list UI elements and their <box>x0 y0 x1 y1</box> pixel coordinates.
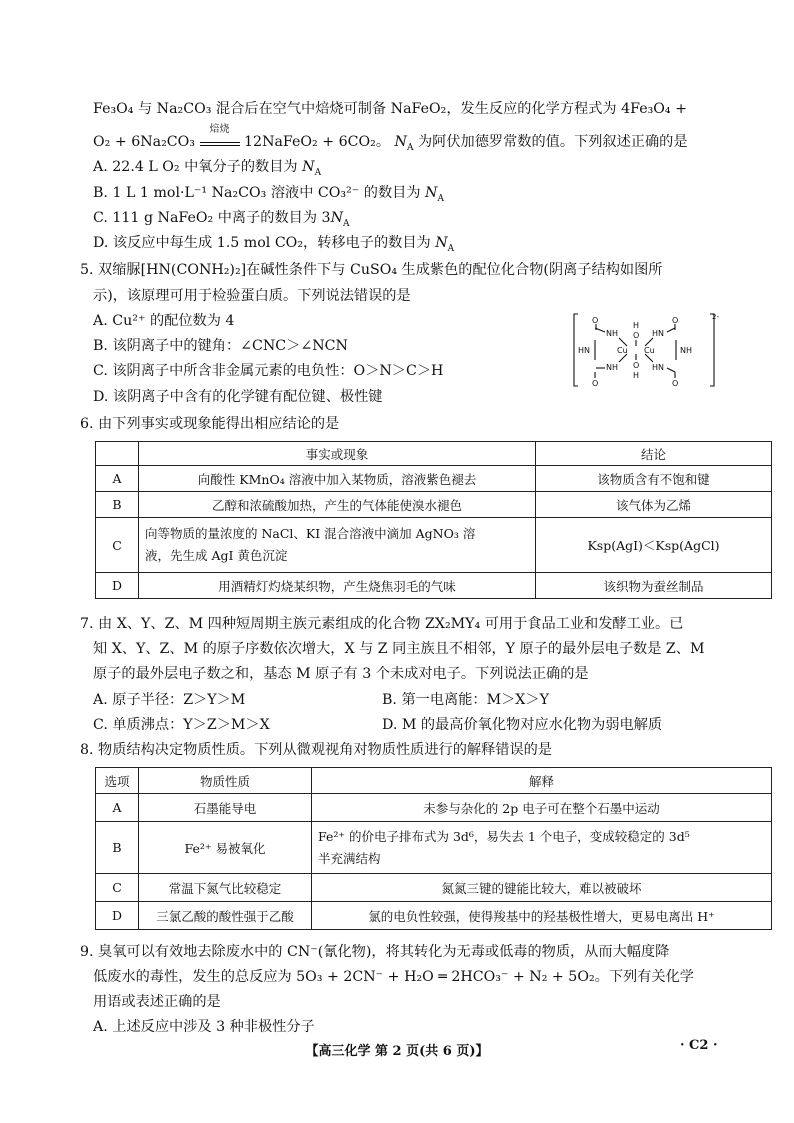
q8-row-label: B <box>96 822 139 874</box>
q4-eq-arrow <box>200 124 240 146</box>
q7-stem-line3: 原子的最外层电子数之和，基态 M 原子有 3 个未成对电子。下列说法正确的是 <box>93 666 589 682</box>
q8-row-explain-line1: Fe²⁺ 的价电子排布式为 3d⁶，易失去 1 个电子，变成较稳定的 3d⁵ <box>318 828 690 844</box>
q5-option-b[interactable]: B. 该阴离子中的键角：∠CNC＞∠NCN <box>93 338 348 354</box>
q4-option-a-text: A. 22.4 L O₂ 中氧分子的数目为 <box>93 159 303 175</box>
atom-nh-3: NH <box>606 363 618 372</box>
q6-header-fact: 事实或现象 <box>139 442 536 466</box>
q8-header-property: 物质性质 <box>139 768 312 794</box>
q6-row-label: B <box>96 492 139 518</box>
q8-row-label: C <box>96 874 139 902</box>
q9-option-a[interactable]: A. 上述反应中涉及 3 种非极性分子 <box>93 1019 315 1035</box>
q8-row-explain: 氮氮三键的键能比较大，难以被破坏 <box>312 874 772 902</box>
q4-option-c[interactable] <box>93 211 350 229</box>
q8-row-explain: 未参与杂化的 2p 电子可在整个石墨中运动 <box>312 794 772 822</box>
atom-h-2: H <box>633 371 640 380</box>
q4-option-d-na: N <box>435 235 448 251</box>
q8-row-explain: 氯的电负性较强，使得羧基中的羟基极性增大，更易电离出 H⁺ <box>312 902 772 930</box>
ion-charge: 2- <box>712 313 719 321</box>
q8-stem: 8. 物质结构决定物质性质。下列从微观视角对物质性质进行的解释错误的是 <box>80 742 553 758</box>
q8-row-explain <box>312 822 772 874</box>
atom-cu-1: Cu <box>617 346 628 355</box>
q8-row-explain-line2: 半充满结构 <box>318 850 381 866</box>
q7-option-c[interactable]: C. 单质沸点：Y＞Z＞M＞X <box>93 717 270 733</box>
q9-stem-line3: 用语或表述正确的是 <box>93 994 221 1010</box>
q8-header-option: 选项 <box>96 768 139 794</box>
atom-o-2: O <box>672 316 679 325</box>
atom-nh-2: NH <box>680 346 692 355</box>
q8-row-property: 常温下氮气比较稳定 <box>139 874 312 902</box>
q7-stem-line2: 知 X、Y、Z、M 的原子序数依次增大，X 与 Z 同主族且不相邻，Y 原子的最外层电子数是 Z、M <box>93 641 705 657</box>
page-footer: 【高三化学 第 2 页(共 6 页)】 <box>305 1044 489 1059</box>
q8-row-property: 三氯乙酸的酸性强于乙酸 <box>139 902 312 930</box>
q8-row-a <box>96 794 772 822</box>
q4-option-b-na-sub: A <box>437 193 444 204</box>
q7-option-a[interactable]: A. 原子半径：Z＞Y＞M <box>93 692 246 708</box>
q6-stem: 6. 由下列事实或现象能得出相应结论的是 <box>80 416 340 432</box>
q5-option-c[interactable]: C. 该阴离子中所含非金属元素的电负性：O＞N＞C＞H <box>93 363 444 379</box>
q6-row-d <box>96 573 772 599</box>
q4-option-a-na-sub: A <box>314 167 322 178</box>
atom-o-3: O <box>592 379 599 388</box>
q5-option-d[interactable]: D. 该阴离子中含有的化学键有配位键、极性键 <box>93 389 383 405</box>
q7-option-b[interactable]: B. 第一电离能：M＞X＞Y <box>382 692 549 708</box>
q6-row-a <box>96 466 772 492</box>
q6-table-header <box>96 442 772 466</box>
q4-stem-line2 <box>93 124 688 153</box>
q8-row-c <box>96 874 772 902</box>
q5-option-a[interactable]: A. Cu²⁺ 的配位数为 4 <box>93 313 235 329</box>
q8-row-property: Fe²⁺ 易被氧化 <box>139 822 312 874</box>
q6-row-conclusion: Ksp(AgI)＜Ksp(AgCl) <box>536 518 772 573</box>
q8-table <box>95 767 772 930</box>
atom-cu-2: Cu <box>644 346 655 355</box>
q6-table <box>95 441 772 599</box>
page-code: · C2 · <box>680 1038 718 1053</box>
q6-row-conclusion: 该气体为乙烯 <box>536 492 772 518</box>
q4-na-sub: A <box>406 142 414 153</box>
q6-row-label: D <box>96 573 139 599</box>
atom-o-6: O <box>633 361 640 370</box>
q6-row-b <box>96 492 772 518</box>
q7-option-d[interactable]: D. M 的最高价氧化物对应水化物为弱电解质 <box>382 717 663 733</box>
q4-option-b[interactable] <box>93 186 444 204</box>
atom-o-4: O <box>672 379 679 388</box>
q8-table-header <box>96 768 772 794</box>
q4-option-d-text: D. 该反应中每生成 1.5 mol CO₂，转移电子的数目为 <box>93 235 436 251</box>
q6-row-fact: 用酒精灯灼烧某织物，产生烧焦羽毛的气味 <box>139 573 536 599</box>
q4-option-d-na-sub: A <box>447 243 455 254</box>
q6-row-conclusion: 该物质含有不饱和键 <box>536 466 772 492</box>
q7-stem-line1: 7. 由 X、Y、Z、M 四种短周期主族元素组成的化合物 ZX₂MY₄ 可用于食品工业和发酵工业。已 <box>80 616 684 632</box>
q4-eq-left: O₂ + 6Na₂CO₃ <box>93 134 200 150</box>
q6-row-label: C <box>96 518 139 573</box>
q4-option-b-na: N <box>425 185 438 201</box>
q8-header-explain: 解释 <box>312 768 772 794</box>
q6-row-fact: 向酸性 KMnO₄ 溶液中加入某物质，溶液紫色褪去 <box>139 466 536 492</box>
q4-option-c-na-sub: A <box>343 218 350 229</box>
q4-stem-line1: Fe₃O₄ 与 Na₂CO₃ 混合后在空气中焙烧可制备 NaFeO₂，发生反应的化学方程式为 4Fe₃O₄ + <box>93 101 687 117</box>
q8-row-d <box>96 902 772 930</box>
q4-eq-arrow-label: 焙烧 <box>209 124 230 135</box>
q5-stem-line2: 示)，该原理可用于检验蛋白质。下列说法错误的是 <box>93 288 411 304</box>
q4-na-symbol: N <box>394 134 407 150</box>
q8-row-property: 石墨能导电 <box>139 794 312 822</box>
q6-header-conclusion: 结论 <box>536 442 772 466</box>
q4-eq-right: 12NaFeO₂ + 6CO₂。 <box>239 134 391 150</box>
atom-hn-2: HN <box>578 346 590 355</box>
q4-option-a-na: N <box>302 159 315 175</box>
q4-eq-tail: 为阿伏加德罗常数的值。下列叙述正确的是 <box>413 134 688 150</box>
q6-row-label: A <box>96 466 139 492</box>
q8-row-b <box>96 822 772 874</box>
atom-o-5: O <box>633 331 640 340</box>
q4-option-b-text: B. 1 L 1 mol·L⁻¹ Na₂CO₃ 溶液中 CO₃²⁻ 的数目为 <box>93 185 426 201</box>
q4-option-c-text: C. 111 g NaFeO₂ 中离子的数目为 3 <box>93 210 331 226</box>
atom-hn-3: HN <box>652 363 664 372</box>
q9-stem-line1: 9. 臭氧可以有效地去除废水中的 CN⁻(氰化物)，将其转化为无毒或低毒的物质，从而大幅度降 <box>80 944 670 960</box>
q4-option-d[interactable] <box>93 236 454 254</box>
q6-header-blank <box>96 442 139 466</box>
q6-row-fact <box>139 518 536 573</box>
q6-row-conclusion: 该织物为蚕丝制品 <box>536 573 772 599</box>
q6-row-fact-line1: 向等物质的量浓度的 NaCl、KI 混合溶液中滴加 AgNO₃ 溶 <box>145 526 476 541</box>
q9-stem-line2: 低废水的毒性，发生的总反应为 5O₃ + 2CN⁻ + H₂O ═ 2HCO₃⁻ + N₂ + 5O₂。下列有关化学 <box>93 969 694 985</box>
q6-row-c <box>96 518 772 573</box>
q4-option-c-na: N <box>330 210 343 226</box>
q8-row-label: A <box>96 794 139 822</box>
q5-stem-line1: 5. 双缩脲[HN(CONH₂)₂]在碱性条件下与 CuSO₄ 生成紫色的配位化合物(阴离子结构如图所 <box>80 262 663 278</box>
atom-h-1: H <box>633 321 640 330</box>
q4-option-a[interactable] <box>93 160 321 178</box>
atom-nh-1: NH <box>606 329 618 338</box>
anion-structure-diagram <box>572 310 722 390</box>
atom-o-1: O <box>592 316 599 325</box>
q6-row-fact: 乙醇和浓硫酸加热，产生的气体能使溴水褪色 <box>139 492 536 518</box>
q6-row-fact-line2: 液，先生成 AgI 黄色沉淀 <box>145 548 288 563</box>
atom-hn-1: HN <box>652 329 664 338</box>
q8-row-label: D <box>96 902 139 930</box>
